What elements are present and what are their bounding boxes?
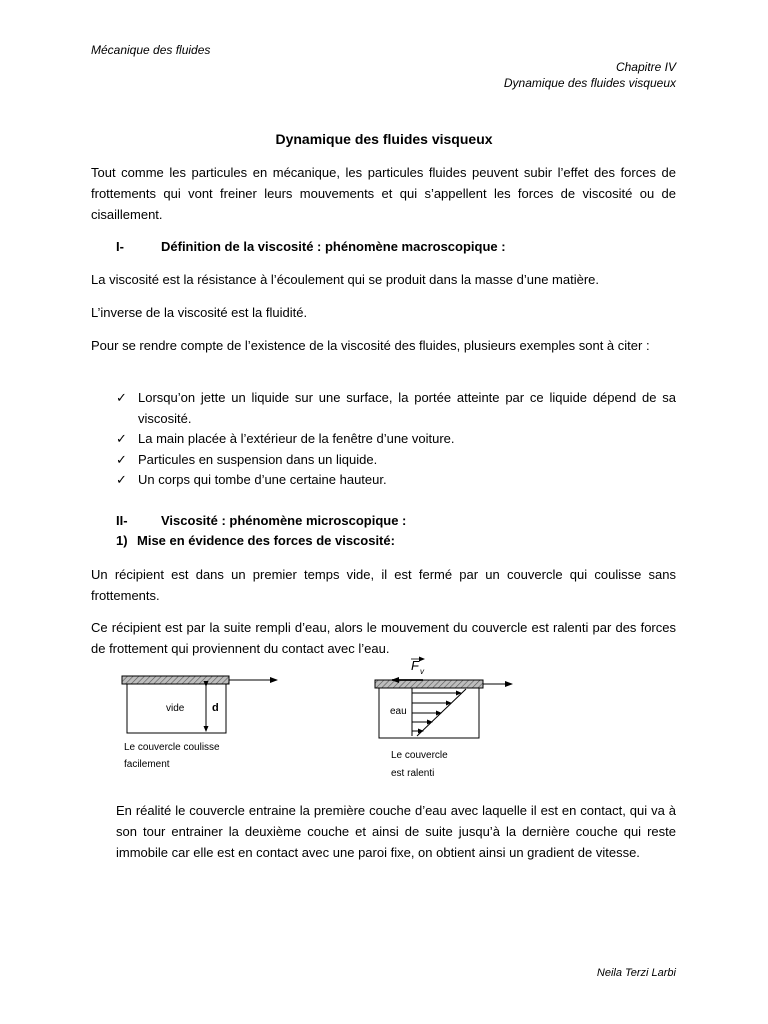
list-item-text: Particules en suspension dans un liquide. — [138, 452, 378, 467]
inverse-paragraph: L’inverse de la viscosité est la fluidité. — [91, 305, 308, 320]
definition-paragraph: La viscosité est la résistance à l’écoulement qui se produit dans la masse d’une matière. — [91, 272, 599, 287]
list-item — [116, 428, 676, 449]
label-vide: vide — [166, 703, 185, 714]
page-title: Dynamique des fluides visqueux — [275, 131, 493, 147]
list-item-text: Un corps qui tombe d’une certaine hauteur. — [138, 472, 387, 487]
sliding-lid — [375, 680, 483, 688]
figure2-caption-line1: Le couvercle — [391, 750, 448, 761]
list-item-text: La main placée à l’extérieur de la fenêtre d’une voiture. — [138, 431, 455, 446]
figure-empty-container — [122, 676, 277, 733]
subsection-number: 1) — [116, 533, 128, 548]
header-course: Mécanique des fluides — [91, 43, 211, 57]
checkmark-icon: ✓ — [116, 472, 127, 487]
label-d: d — [212, 702, 219, 714]
gradient-paragraph: En réalité le couvercle entraine la première couche d’eau avec laquelle il est en contact, qui va à son tour entrainer la deuxième couche et ainsi de suite jusqu’à la dernière couche qui reste immobile car elle est en contact avec une paroi fixe, on obtient ainsi un gradient de vitesse. — [116, 803, 676, 860]
section1-title: Définition de la viscosité : phénomène macroscopique : — [161, 239, 506, 254]
list-item — [116, 469, 676, 490]
section2-title: Viscosité : phénomène microscopique : — [161, 513, 407, 528]
section2-number: II- — [116, 513, 128, 528]
viscosity-figure — [0, 655, 768, 785]
eau-paragraph: Ce récipient est par la suite rempli d’eau, alors le mouvement du couvercle est ralenti par des forces de frottement qui proviennent du contact avec l’eau. — [91, 620, 676, 656]
list-item — [116, 449, 676, 470]
header-chapter-title: Dynamique des fluides visqueux — [503, 76, 676, 90]
list-item-text: Lorsqu’on jette un liquide sur une surface, la portée atteinte par ce liquide dépend de sa viscosité. — [138, 390, 676, 426]
figure2-caption-line2: est ralenti — [391, 768, 435, 779]
checkmark-icon: ✓ — [116, 452, 127, 467]
figure1-caption-line1: Le couvercle coulisse — [124, 742, 220, 753]
figure1-caption-line2: facilement — [124, 759, 170, 770]
footer-author: Neila Terzi Larbi — [596, 967, 676, 979]
examples-paragraph: Pour se rendre compte de l’existence de la viscosité des fluides, plusieurs exemples sont à citer : — [91, 338, 650, 353]
checkmark-icon: ✓ — [116, 431, 127, 446]
subsection-title: Mise en évidence des forces de viscosité: — [137, 533, 395, 548]
intro-paragraph: Tout comme les particules en mécanique, les particules fluides peuvent subir l’effet des forces de frottements qui vont freiner leurs mouvements et qui s’appellent les forces de viscosité ou de cisaillement. — [91, 165, 676, 222]
header-chapter: Chapitre IV — [615, 60, 676, 74]
section1-number: I- — [116, 239, 124, 254]
checkmark-icon: ✓ — [116, 390, 127, 405]
force-symbol: F — [411, 658, 419, 673]
list-item — [116, 387, 676, 429]
vide-paragraph: Un récipient est dans un premier temps vide, il est fermé par un couvercle qui coulisse sans frottements. — [91, 567, 676, 603]
force-subscript: v — [420, 667, 424, 676]
figure-water-container — [375, 658, 512, 738]
sliding-lid — [122, 676, 229, 684]
label-eau: eau — [390, 706, 407, 717]
